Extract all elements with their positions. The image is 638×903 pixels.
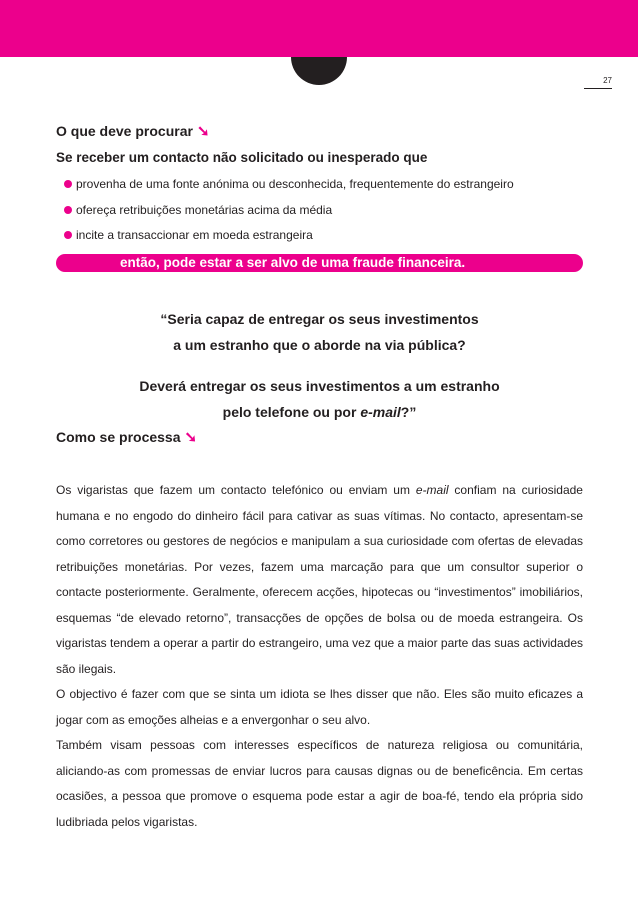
bullet-item (64, 203, 332, 217)
banner-text: então, pode estar a ser alvo de uma fraude financeira. (120, 255, 466, 270)
quote-line-4-end: ?” (400, 404, 417, 420)
subheading: Se receber um contacto não solicitado ou inesperado que (56, 150, 428, 165)
page-tab-semicircle (291, 57, 347, 85)
page-number-rule (584, 88, 612, 89)
top-color-bar (0, 0, 638, 57)
heading-text: O que deve procurar (56, 123, 193, 139)
quote-email-word: e-mail (360, 404, 401, 420)
quote-line-4-text: pelo telefone ou por (222, 404, 361, 420)
bullet-dot-icon (64, 206, 72, 214)
heading-text: Como se processa (56, 429, 181, 445)
paragraph-3: Também visam pessoas com interesses específicos de natureza religiosa ou comunitária, aliciando-as com promessas de enviar lucros para causas dignas ou de beneficência. Em certas ocasiões, a pessoa que promove o esquema pode estar a agir de boa-fé, tendo ela própria sido ludibriada pelos vigaristas. (56, 738, 583, 829)
bullet-dot-icon (64, 180, 72, 188)
paragraph-1-email-word: e-mail (415, 483, 449, 497)
quote-line-1: “Seria capaz de entregar os seus investimentos (160, 311, 479, 327)
pink-arrow-icon: ➘ (196, 123, 210, 140)
bullet-dot-icon (64, 231, 72, 239)
paragraph-1-start: Os vigaristas que fazem um contacto telefónico ou enviam um (56, 483, 416, 497)
bullet-item (64, 177, 514, 191)
quote-line-2: a um estranho que o aborde na via pública? (173, 337, 466, 353)
warning-banner (56, 254, 583, 272)
bullet-text: ofereça retribuições monetárias acima da média (76, 203, 333, 217)
quote-line-3: Deverá entregar os seus investimentos a um estranho (139, 378, 500, 394)
page-number: 27 (603, 76, 612, 85)
bullet-text: incite a transaccionar em moeda estrangeira (76, 228, 313, 242)
pink-arrow-icon: ➘ (184, 429, 198, 446)
bullet-item (64, 228, 313, 242)
paragraph-1 (56, 478, 583, 682)
section-heading-what-to-look-for (56, 122, 210, 140)
bullet-text: provenha de uma fonte anónima ou desconhecida, frequentemente do estrangeiro (76, 177, 514, 191)
paragraph-1-rest: confiam na curiosidade humana e no engodo do dinheiro fácil para cativar as suas vítimas. No contacto, apresentam-se como corretores ou gestores de negócios e manipulam a sua curiosidade com ofertas de elevadas retribuições monetárias. Por vezes, fazem uma marcação para que um consultor superior o contacte posteriormente. Geralmente, oferecem acções, hipotecas ou “investimentos” imobiliários, esquemas “de elevado retorno”, transacções de opções de bolsa ou de moeda estrangeira. Os vigaristas tendem a operar a partir do estrangeiro, uma vez que a maior parte das suas actividades são ilegais. (56, 483, 583, 676)
section-heading-how-it-works (56, 428, 197, 446)
paragraph-2: O objectivo é fazer com que se sinta um idiota se lhes disser que não. Eles são muito eficazes a jogar com as emoções alheias e a envergonhar o seu alvo. (56, 687, 583, 727)
quote-line-4 (56, 404, 583, 420)
